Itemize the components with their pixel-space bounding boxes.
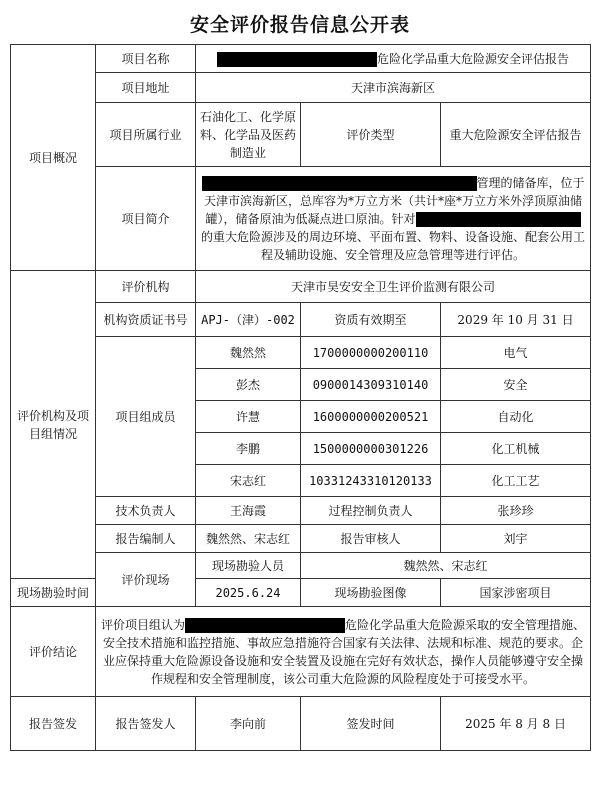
cert-label: 机构资质证书号 (96, 303, 196, 337)
redacted-block (185, 618, 345, 633)
member-field: 电气 (441, 337, 591, 369)
intro-label: 项目简介 (96, 167, 196, 271)
site-time-label: 现场勘验时间 (11, 579, 96, 607)
member-id: 1600000000200521 (301, 401, 441, 433)
conclusion-value (96, 607, 591, 697)
intro-text-1: 管理的储备库，位于天津市滨海新区，总库容为*万立方米（共计*座*万立方米外浮顶原油储罐），储备原油为低凝点进口原油。针对 (204, 175, 585, 226)
issuer-label: 报告签发人 (96, 697, 196, 751)
agency-value: 天津市昊安安全卫生评价监测有限公司 (196, 271, 591, 303)
reviewer-value: 刘宇 (441, 525, 591, 553)
redacted-block (202, 176, 477, 191)
member-name: 许慧 (196, 401, 301, 433)
section-overview: 项目概况 (11, 45, 96, 271)
row-project-address (11, 73, 591, 103)
member-name: 宋志红 (196, 465, 301, 497)
row-site-staff (11, 553, 591, 579)
site-staff-value: 魏然然、宋志红 (301, 553, 591, 579)
member-row (11, 337, 591, 369)
tech-label: 技术负责人 (96, 497, 196, 525)
member-id: 1700000000200110 (301, 337, 441, 369)
validity-label: 资质有效期至 (301, 303, 441, 337)
validity-value: 2029 年 10 月 31 日 (441, 303, 591, 337)
project-address-label: 项目地址 (96, 73, 196, 103)
project-address-value: 天津市滨海新区 (196, 73, 591, 103)
section-conclusion: 评价结论 (11, 607, 96, 697)
eval-type-value: 重大危险源安全评估报告 (441, 103, 591, 167)
page-title: 安全评价报告信息公开表 (189, 14, 410, 36)
member-name: 彭杰 (196, 369, 301, 401)
member-id: 0900014309310140 (301, 369, 441, 401)
intro-value (196, 167, 591, 271)
row-project-name (11, 45, 591, 73)
row-intro (11, 167, 591, 271)
row-cert (11, 303, 591, 337)
sign-time-value: 2025 年 8 月 8 日 (441, 697, 591, 751)
member-field: 安全 (441, 369, 591, 401)
row-sign (11, 697, 591, 751)
process-label: 过程控制负责人 (301, 497, 441, 525)
row-conclusion (11, 607, 591, 697)
author-label: 报告编制人 (96, 525, 196, 553)
site-staff-label: 现场勘验人员 (196, 553, 301, 579)
member-field: 化工工艺 (441, 465, 591, 497)
member-id: 10331243310120133 (301, 465, 441, 497)
member-field: 化工机械 (441, 433, 591, 465)
project-name-value (196, 45, 591, 73)
row-tech (11, 497, 591, 525)
sign-time-label: 签发时间 (301, 697, 441, 751)
site-image-value: 国家涉密项目 (441, 579, 591, 607)
conclusion-text: 危险化学品重大危险源采取的安全管理措施、安全技术措施和监控措施、事故应急措施符合国家有关法律、法规和标准、规范的要求。企业应保持重大危险源设备设施和安全装置及设施在完好有效状态，操作人员能够遵守安全操作规程和安全管理制度，该公司重大危险源的风险程度处于可接受水平。 (103, 617, 586, 686)
member-name: 李鹏 (196, 433, 301, 465)
site-time-value: 2025.6.24 (196, 579, 301, 607)
tech-value: 王海霞 (196, 497, 301, 525)
redacted-block (217, 52, 377, 67)
issuer-value: 李向前 (196, 697, 301, 751)
row-industry (11, 103, 591, 167)
row-agency (11, 271, 591, 303)
project-name-text: 危险化学品重大危险源安全评估报告 (377, 51, 570, 66)
site-image-label: 现场勘验图像 (301, 579, 441, 607)
cert-value: APJ-（津）-002 (196, 303, 301, 337)
section-org: 评价机构及项目组情况 (11, 271, 96, 579)
reviewer-label: 报告审核人 (301, 525, 441, 553)
intro-text-2: 的重大危险源涉及的周边环境、平面布置、物料、设备设施、配套公用工程及辅助设施、安全管理及应急管理等进行评估。 (201, 229, 586, 262)
eval-type-label: 评价类型 (301, 103, 441, 167)
conclusion-prefix: 评价项目组认为 (100, 617, 185, 632)
member-id: 1500000000301226 (301, 433, 441, 465)
row-author (11, 525, 591, 553)
redacted-block (416, 212, 581, 227)
member-name: 魏然然 (196, 337, 301, 369)
industry-label: 项目所属行业 (96, 103, 196, 167)
agency-label: 评价机构 (96, 271, 196, 303)
process-value: 张珍珍 (441, 497, 591, 525)
section-site: 评价现场 (96, 553, 196, 607)
info-table (10, 44, 591, 751)
section-sign: 报告签发 (11, 697, 96, 751)
member-field: 自动化 (441, 401, 591, 433)
author-value: 魏然然、宋志红 (196, 525, 301, 553)
industry-value: 石油化工、化学原料、化学品及医药制造业 (196, 103, 301, 167)
members-label: 项目组成员 (96, 337, 196, 497)
project-name-label: 项目名称 (96, 45, 196, 73)
